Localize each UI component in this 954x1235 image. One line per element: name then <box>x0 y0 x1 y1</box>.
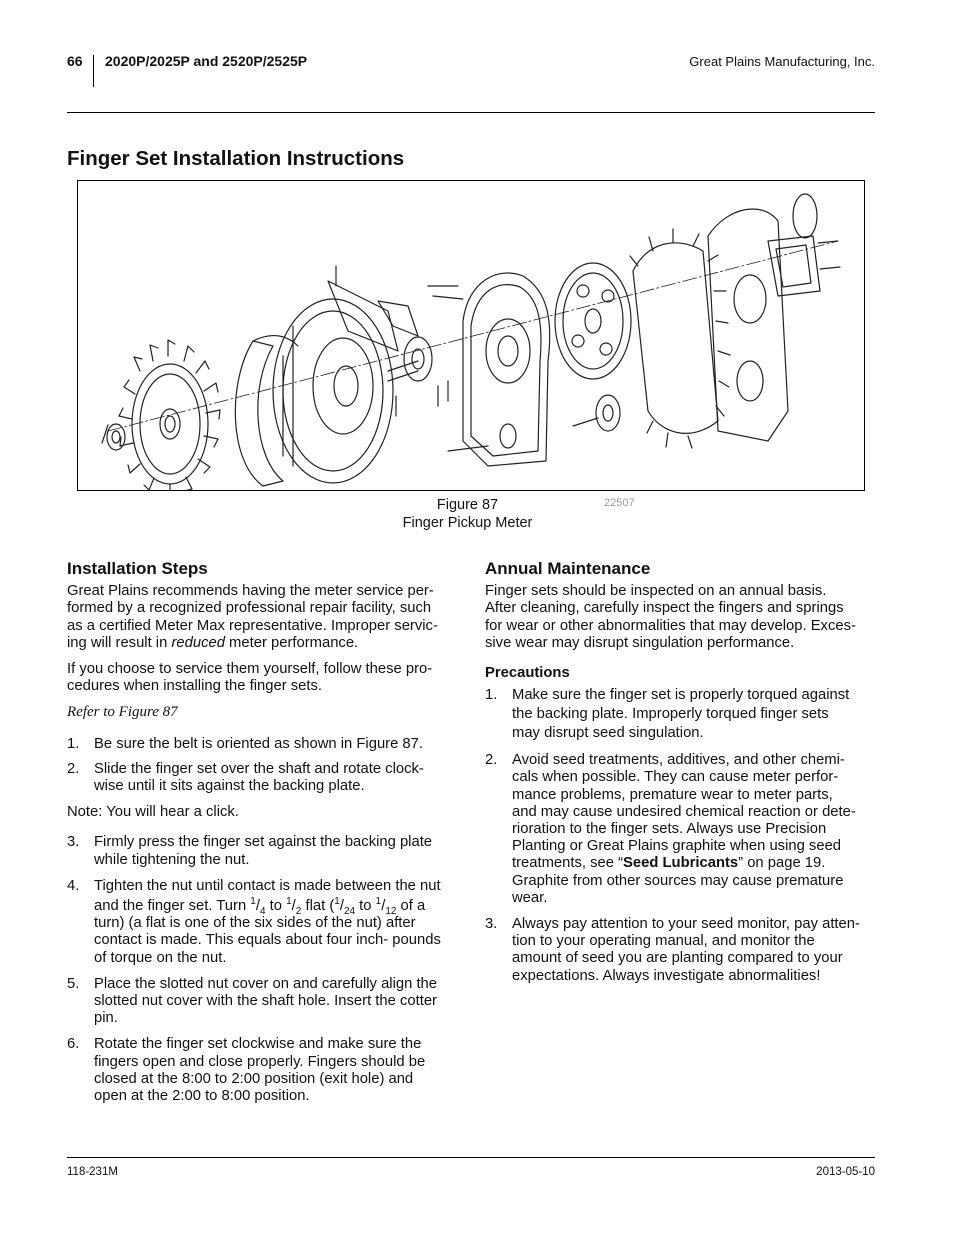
step-3: 3. Firmly press the finger set against the backing plate while tightening the nut. <box>67 834 433 868</box>
installation-intro-2: If you choose to service them yourself, follow these pro- cedures when installing the finger sets. <box>67 661 433 695</box>
header-company: Great Plains Manufacturing, Inc. <box>689 54 875 69</box>
center-line <box>108 241 838 431</box>
page-number: 66 <box>67 53 83 69</box>
precaution-3: 3. Always pay attention to your seed monitor, pay atten- tion to your operating manual, and monitor the amount of seed you are planting compared to your expectations. Always investigate abnormalities! <box>485 916 860 984</box>
refer-to-figure: Refer to Figure 87 <box>67 704 178 721</box>
step-1: 1. Be sure the belt is oriented as shown in Figure 87. <box>67 735 424 752</box>
step-2: 2. Slide the finger set over the shaft and rotate clock- wise until it sits against the backing plate. <box>67 760 424 795</box>
maintenance-section <box>485 560 877 985</box>
page-title: Finger Set Installation Instructions <box>67 147 405 170</box>
seed-lubricants-link[interactable]: Seed Lubricants <box>623 855 739 872</box>
step-5: 5. Place the slotted nut cover on and carefully align the slotted nut cover with the shaft hole. Insert the cotter pin. <box>67 975 438 1027</box>
header-divider <box>93 55 94 87</box>
precaution-1: 1. Make sure the finger set is properly torqued against the backing plate. Improperly torqued finger sets may disrupt seed singulation. <box>485 687 850 742</box>
seed-plate-part <box>555 263 631 379</box>
maintenance-intro: Finger sets should be inspected on an annual basis. After cleaning, carefully inspect the fingers and springs for wear or other abnormalities that may develop. Exces- sive wear may disrupt singulation performance. <box>485 583 856 651</box>
drum-part <box>630 229 730 448</box>
step-4: 4. Tighten the nut until contact is made between the nut and the finger set. Turn $^1/_4$ to $^1/_2$ flat ($^1/_{24}$ to $^1/_{12}$ of a turn) (a flat is one of the six sides of the nut) after contact is made. This equals about four inch- pounds of torque on the nut. <box>67 877 441 966</box>
figure-label: Figure 87 <box>436 497 499 513</box>
doc-number: 118-231M <box>67 1166 118 1178</box>
rear-cover-part <box>448 273 550 466</box>
figure-part-number: 22507 <box>604 497 635 509</box>
note-click: Note: You will hear a click. <box>67 804 239 821</box>
installation-section <box>67 560 459 1105</box>
installation-intro-1: Great Plains recommends having the meter service per- formed by a recognized professional repair facility, such as a certified Meter Max representative. Improper servic- ing will result in reduced meter performance. <box>67 583 438 651</box>
footer-rule <box>67 1157 875 1158</box>
doc-date: 2013-05-10 <box>816 1166 875 1178</box>
bearing-part <box>573 395 620 431</box>
maintenance-heading: Annual Maintenance <box>485 559 651 578</box>
header-model: 2020P/2025P and 2520P/2525P <box>105 53 308 69</box>
installation-heading: Installation Steps <box>67 559 208 578</box>
gasket-part <box>793 194 817 238</box>
step-6: 6. Rotate the finger set clockwise and make sure the fingers open and close properly. Fingers should be closed at the 8:00 to 2:00 position (exit hole) and open at the 2:00 to 8:00 position. <box>67 1036 426 1105</box>
backing-plate-part <box>273 299 393 483</box>
figure-caption <box>380 496 555 532</box>
figure-title: Finger Pickup Meter <box>402 515 533 531</box>
header-rule <box>67 112 875 113</box>
exploded-meter-drawing <box>78 181 864 490</box>
finger-set-part <box>119 340 220 490</box>
precaution-2: 2. Avoid seed treatments, additives, and other chemi- cals when possible. They can cause meter perfor- mance problems, premature wear to meter parts, and may cause undesired chemical reaction or dete- rioration to the finger sets. Always use Precision Planting or Great Plains graphite when using seed treatments, see “Seed Lubricants” on page 19. Graphite from other sources may cause premature wear. <box>485 752 856 906</box>
front-cover-part <box>708 209 788 441</box>
belt-part <box>235 336 298 486</box>
precautions-heading: Precautions <box>485 665 570 682</box>
figure-87-illustration <box>77 180 865 491</box>
